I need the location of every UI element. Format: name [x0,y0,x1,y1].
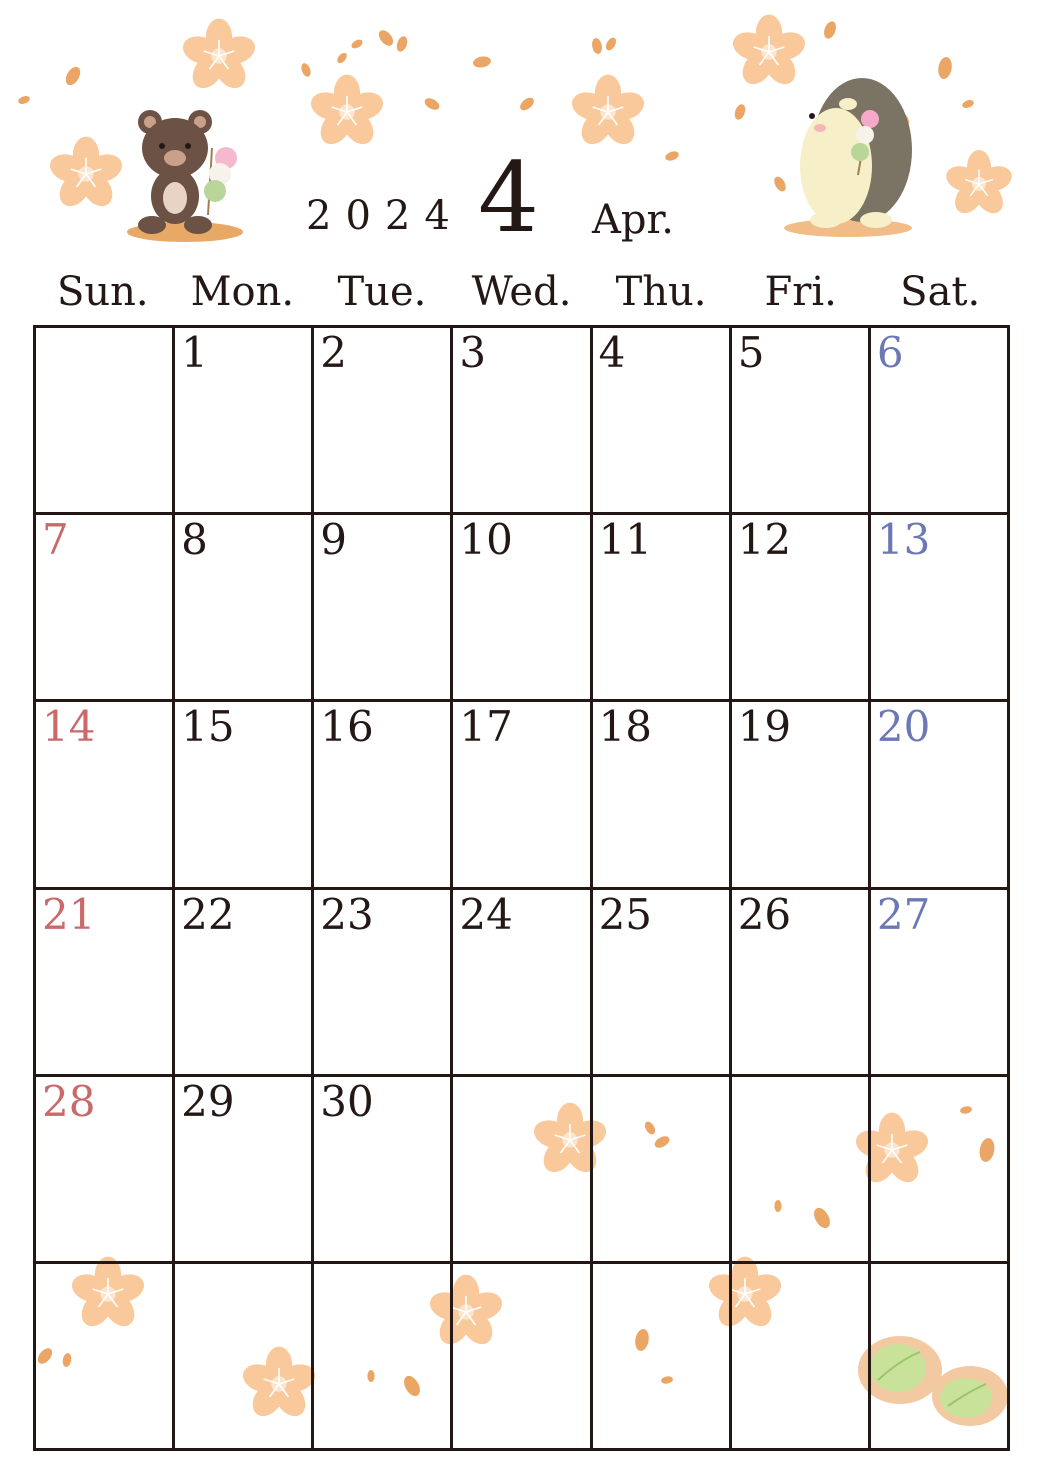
day-cell[interactable] [175,1264,314,1451]
day-number: 13 [876,515,931,565]
day-cell[interactable] [314,890,453,1077]
day-number: 9 [320,515,348,565]
dango-icon [204,147,237,215]
day-cell[interactable] [314,515,453,702]
day-number: 17 [459,702,513,752]
day-cell[interactable] [593,1077,732,1264]
day-number: 23 [320,889,374,939]
day-cell[interactable] [314,1264,453,1451]
day-number: 3 [459,328,487,377]
day-number: 26 [737,889,792,939]
day-number: 22 [181,889,235,939]
day-number: 24 [459,889,513,939]
day-number: 29 [181,1076,235,1126]
cherry-blossom-icon [568,75,647,150]
petal-icon [518,95,536,113]
weekday-mon: Mon. [190,269,295,315]
hedgehog-icon [784,78,912,237]
day-number: 8 [181,515,208,565]
cherry-blossom-icon [307,75,386,150]
day-number: 7 [42,515,69,565]
day-cell[interactable] [453,515,592,702]
cherry-blossom-icon [46,137,125,212]
cherry-blossom-icon [179,19,258,94]
petal-icon [350,38,364,50]
day-number: 30 [320,1076,374,1126]
day-cell[interactable] [871,328,1010,515]
day-cell[interactable] [453,1077,592,1264]
petal-icon [664,150,680,163]
day-number: 11 [598,515,653,565]
day-cell[interactable] [453,890,592,1077]
petal-icon [822,20,838,41]
day-cell[interactable] [36,702,175,889]
petal-icon [335,51,348,65]
petal-icon [591,37,603,54]
day-cell[interactable] [314,702,453,889]
day-number: 6 [876,328,904,377]
cherry-blossom-icon [943,150,1015,219]
day-cell[interactable] [175,890,314,1077]
day-cell[interactable] [453,328,592,515]
day-cell[interactable] [732,1264,871,1451]
day-cell[interactable] [453,702,592,889]
petal-icon [300,62,313,78]
weekday-wed: Wed. [471,269,572,315]
day-number: 4 [598,328,626,377]
day-cell[interactable] [871,1264,1010,1451]
day-number: 18 [598,702,653,752]
day-cell[interactable] [175,702,314,889]
day-number: 10 [459,515,513,565]
petal-icon [17,95,31,106]
day-cell[interactable] [36,890,175,1077]
day-cell[interactable] [871,890,1010,1077]
day-cell[interactable] [175,328,314,515]
day-cell[interactable] [593,890,732,1077]
day-number: 25 [598,889,653,939]
day-cell[interactable] [732,890,871,1077]
petal-icon [961,99,975,110]
day-number: 27 [876,889,931,939]
petal-icon [937,56,954,80]
day-cell[interactable] [36,328,175,515]
day-cell[interactable] [593,702,732,889]
cherry-blossom-icon [729,15,808,90]
day-number: 15 [181,702,235,752]
petal-icon [395,35,409,53]
day-cell[interactable] [593,515,732,702]
month-en-label: Apr. [592,197,674,243]
day-cell[interactable] [732,1077,871,1264]
weekday-fri: Fri. [764,269,837,315]
weekday-header [33,268,1010,316]
petal-icon [376,28,396,49]
day-cell[interactable] [732,515,871,702]
day-number: 1 [181,328,208,377]
day-number: 12 [737,515,792,565]
day-number: 19 [737,702,792,752]
day-cell[interactable] [871,702,1010,889]
petal-icon [604,36,618,52]
day-cell[interactable] [314,1077,453,1264]
month-number: 4 [478,142,540,254]
day-number: 14 [42,702,96,752]
day-cell[interactable] [36,1077,175,1264]
day-cell[interactable] [593,328,732,515]
petal-icon [63,64,83,87]
day-cell[interactable] [732,702,871,889]
weekday-sun: Sun. [56,269,149,315]
day-cell[interactable] [175,1077,314,1264]
day-number: 21 [42,889,96,939]
day-cell[interactable] [453,1264,592,1451]
day-number: 20 [876,702,931,752]
calendar-grid [33,325,1010,1451]
weekday-tue: Tue. [337,269,427,315]
weekday-thu: Thu. [615,269,707,315]
day-number: 2 [320,328,348,377]
day-cell[interactable] [36,1264,175,1451]
weekday-sat: Sat. [900,269,981,315]
day-cell[interactable] [314,328,453,515]
day-number: 16 [320,702,374,752]
year-label: 2024 [306,193,464,239]
petal-icon [772,175,788,194]
day-cell[interactable] [732,328,871,515]
day-cell[interactable] [593,1264,732,1451]
day-number: 28 [42,1076,96,1126]
day-number: 5 [737,328,765,377]
day-cell[interactable] [36,515,175,702]
petal-icon [472,55,492,69]
petal-icon [423,96,442,112]
petal-icon [733,103,747,121]
day-cell[interactable] [871,515,1010,702]
day-cell[interactable] [175,515,314,702]
day-cell[interactable] [871,1077,1010,1264]
